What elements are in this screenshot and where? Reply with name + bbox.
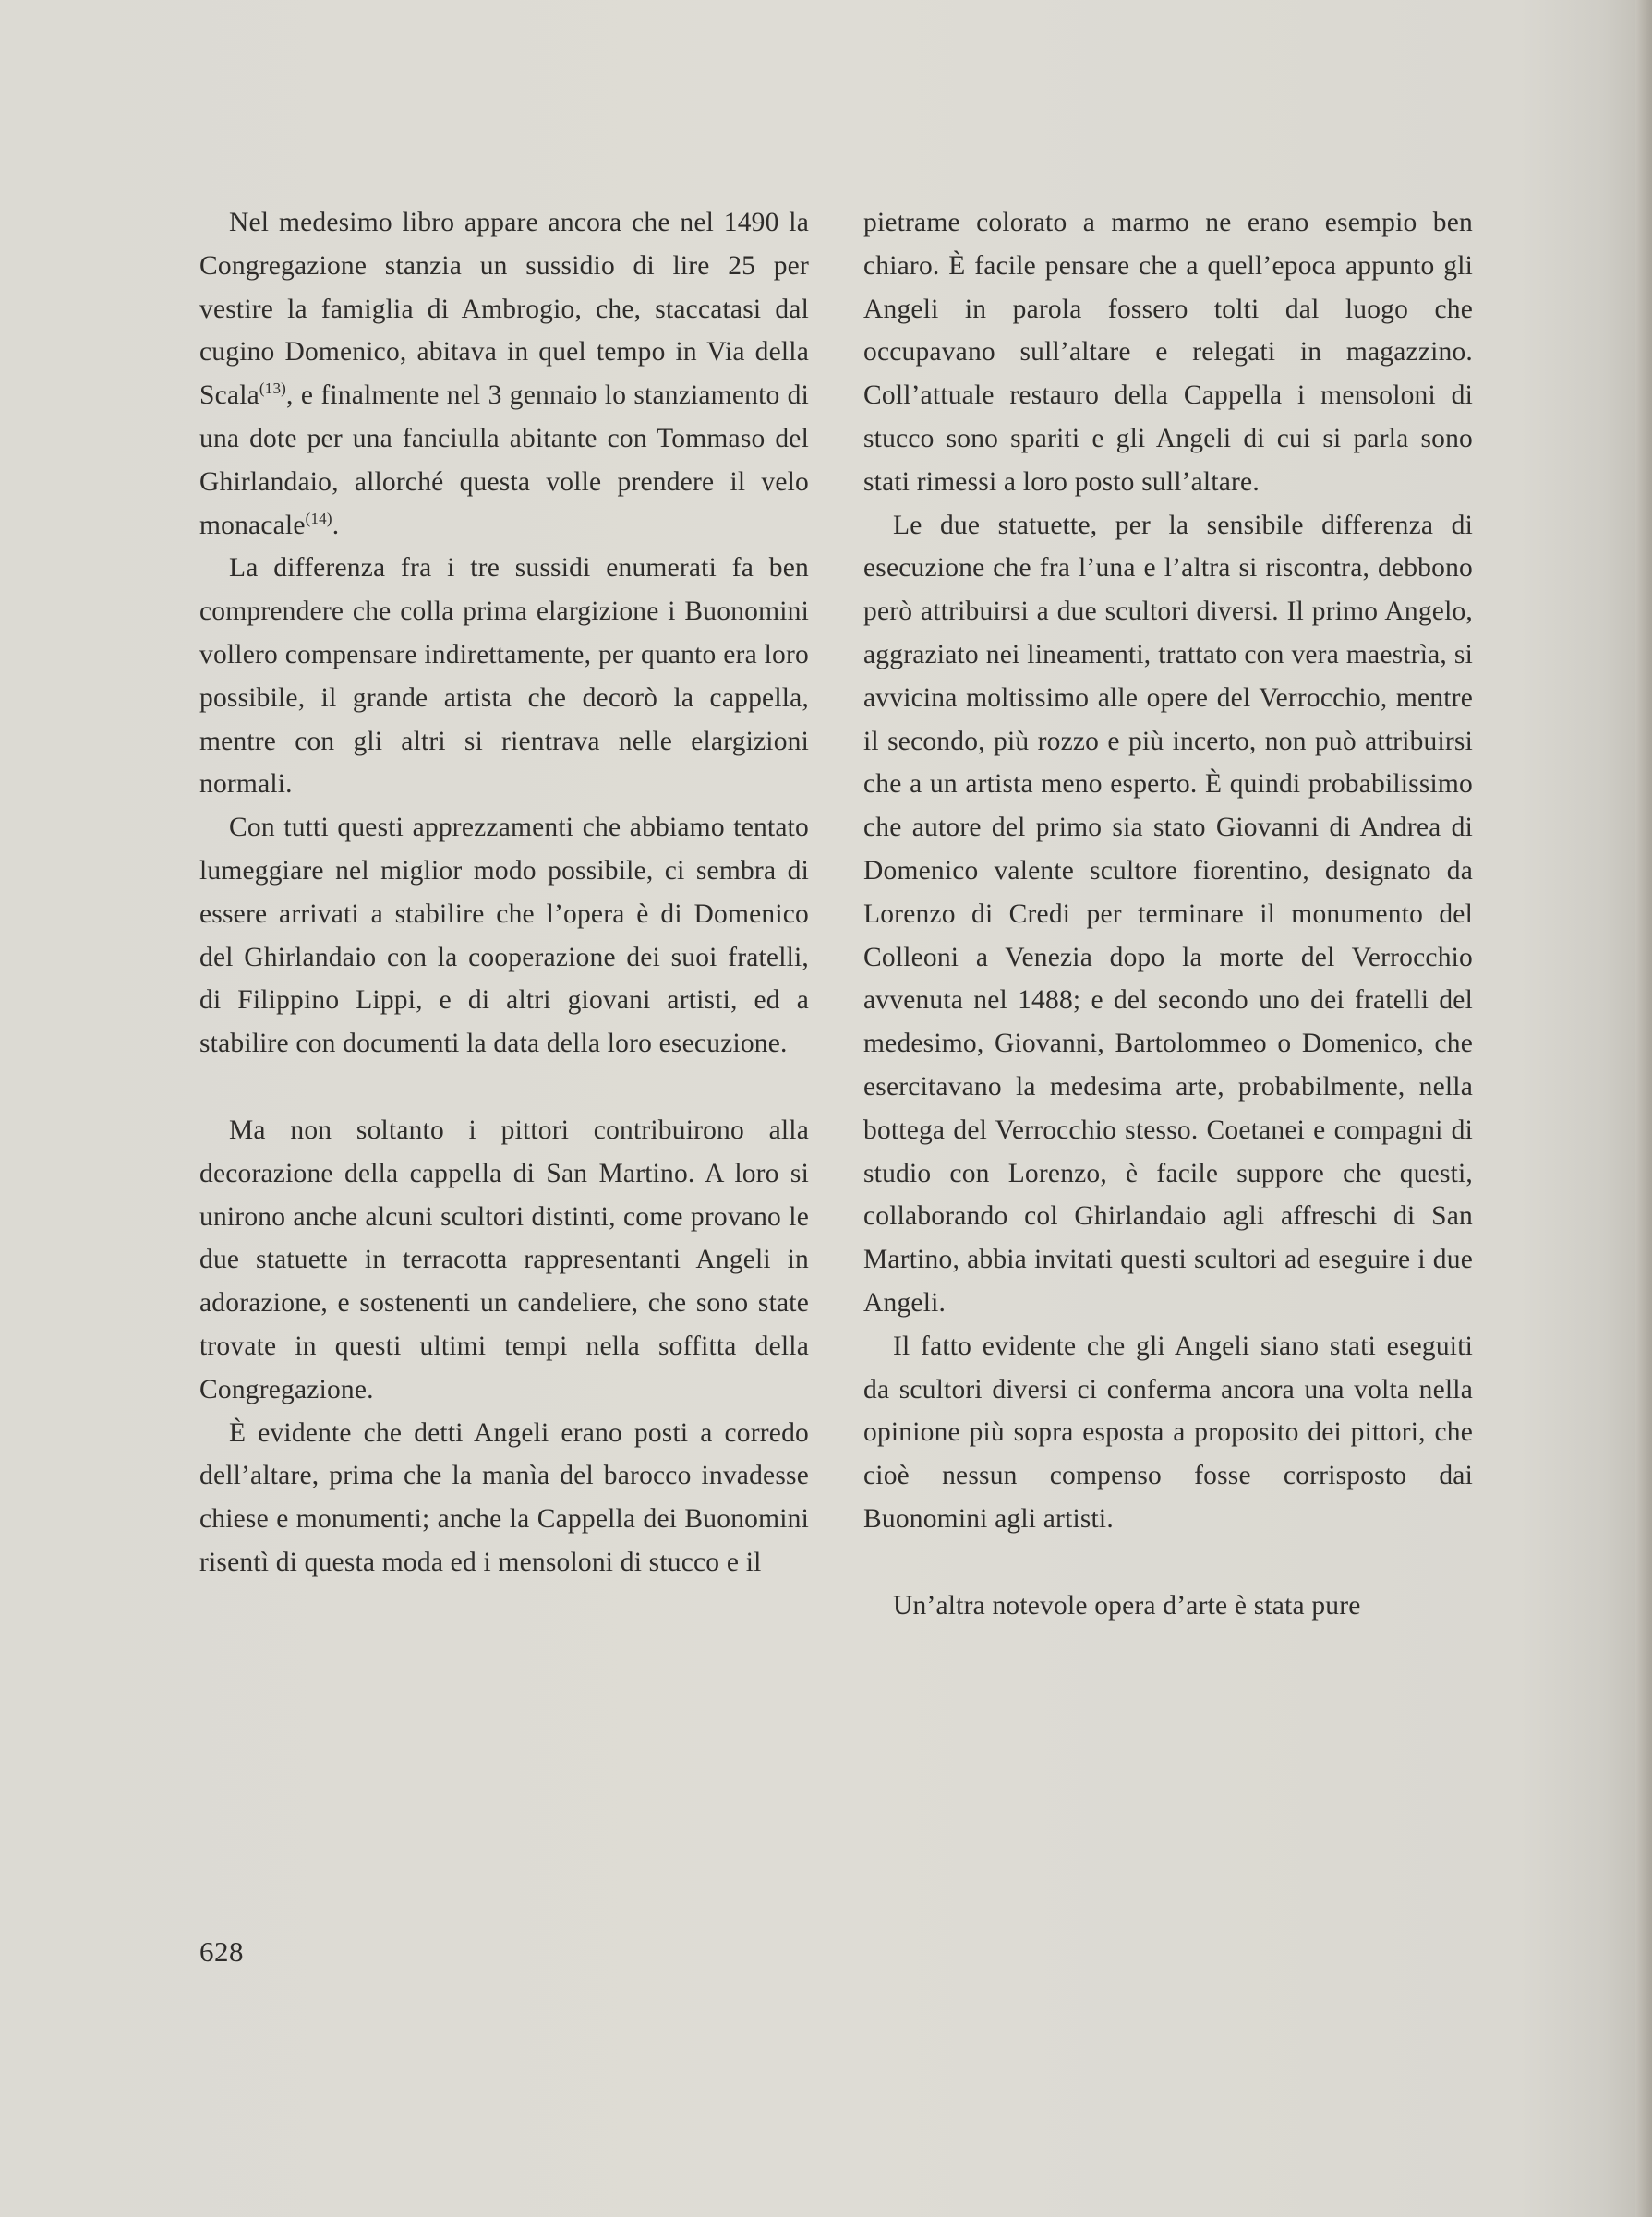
footnote-ref: (14) xyxy=(305,509,332,527)
paragraph: pietrame colorato a marmo ne erano esempio ben chiaro. È facile pensare che a quell’epoca appunto gli Angeli in parola fossero tolti dal luogo che occupavano sull’altare e relegati in magazzino. Coll’attuale restauro della Cappella i mensoloni di stucco sono spariti e gli Angeli di cui si parla sono stati rimessi a loro posto sull’altare. xyxy=(863,208,1473,497)
paragraph: Le due statuette, per la sensibile differenza di esecuzione che fra l’una e l’altra si riscontra, debbono però attribuirsi a due scultori diversi. Il primo Angelo, aggraziato nei lineamenti, trattato con vera maestrìa, si avvicina moltissimo alle opere del Verrocchio, mentre il secondo, più rozzo e più incerto, non può attribuirsi che a un artista meno esperto. È quindi probabilissimo che autore del primo sia stato Giovanni di Andrea di Domenico valente scultore fiorentino, designato da Lorenzo di Credi per terminare il monumento del Colleoni a Venezia dopo la morte del Verrocchio avvenuta nel 1488; e del secondo uno dei fratelli del medesimo, Giovanni, Bartolommeo o Domenico, che esercitavano la medesima arte, probabilmente, nella bottega del Verrocchio stesso. Coetanei e compagni di studio con Lorenzo, è facile suppore che questi, collaborando col Ghirlandaio agli affreschi di San Martino, abbia invitati questi scultori ad eseguire i due Angeli. xyxy=(863,510,1473,1318)
paragraph: Ma non soltanto i pittori contribuirono alla decorazione della cappella di San Martino. A loro si unirono anche alcuni scultori distinti, come provano le due statuette in terracotta rappresentanti Angeli in adorazione, e sostenenti un candeliere, che sono state trovate in questi ultimi tempi nella soffitta della Congregazione. xyxy=(199,1115,809,1404)
footnote-ref: (13) xyxy=(259,380,287,398)
paragraph-text: Nel medesimo libro appare ancora che nel 1490 la Congregazione stanzia un sussidio di lire 25 per vestire la famiglia di Ambrogio, che, staccatasi dal cugino Domenico, abitava in quel tempo in Via della Scala xyxy=(199,208,809,411)
section-break xyxy=(199,1066,809,1109)
right-text-column xyxy=(863,201,1473,1628)
paragraph: Un’altra notevole opera d’arte è stata pure xyxy=(893,1590,1361,1621)
paragraph: Il fatto evidente che gli Angeli siano stati eseguiti da scultori diversi ci conferma ancora una volta nella opinione più sopra esposta a proposito dei pittori, che cioè nessun compenso fosse corrisposto dai Buonomini agli artisti. xyxy=(863,1331,1473,1534)
paragraph-text: , e finalmente nel 3 gennaio lo stanziamento di una dote per una fanciulla abitante con Tommaso del Ghirlandaio, allorché questa volle prendere il velo monacale xyxy=(199,380,809,540)
section-break xyxy=(863,1541,1473,1584)
paragraph: È evidente che detti Angeli erano posti a corredo dell’altare, prima che la manìa del barocco invadesse chiese e monumenti; anche la Cappella dei Buonomini risentì di questa moda ed i mensoloni di stucco e il xyxy=(199,1417,809,1577)
page-edge xyxy=(1635,0,1652,2217)
paragraph: La differenza fra i tre sussidi enumerati fa ben comprendere che colla prima elargizione i Buonomini vollero compensare indirettamente, per quanto era loro possibile, il grande artista che decorò la cappella, mentre con gli altri si rientrava nelle elargizioni normali. xyxy=(199,553,809,800)
paragraph-text: . xyxy=(332,510,340,540)
left-text-column xyxy=(199,201,809,1584)
paragraph xyxy=(199,201,809,547)
paragraph: Con tutti questi apprezzamenti che abbiamo tentato lumeggiare nel miglior modo possibile, ci sembra di essere arrivati a stabilire che l’opera è di Domenico del Ghirlandaio con la cooperazione dei suoi fratelli, di Filippino Lippi, e di altri giovani artisti, ed a stabilire con documenti la data della loro esecuzione. xyxy=(199,813,809,1059)
page-number: 628 xyxy=(199,1935,244,1968)
